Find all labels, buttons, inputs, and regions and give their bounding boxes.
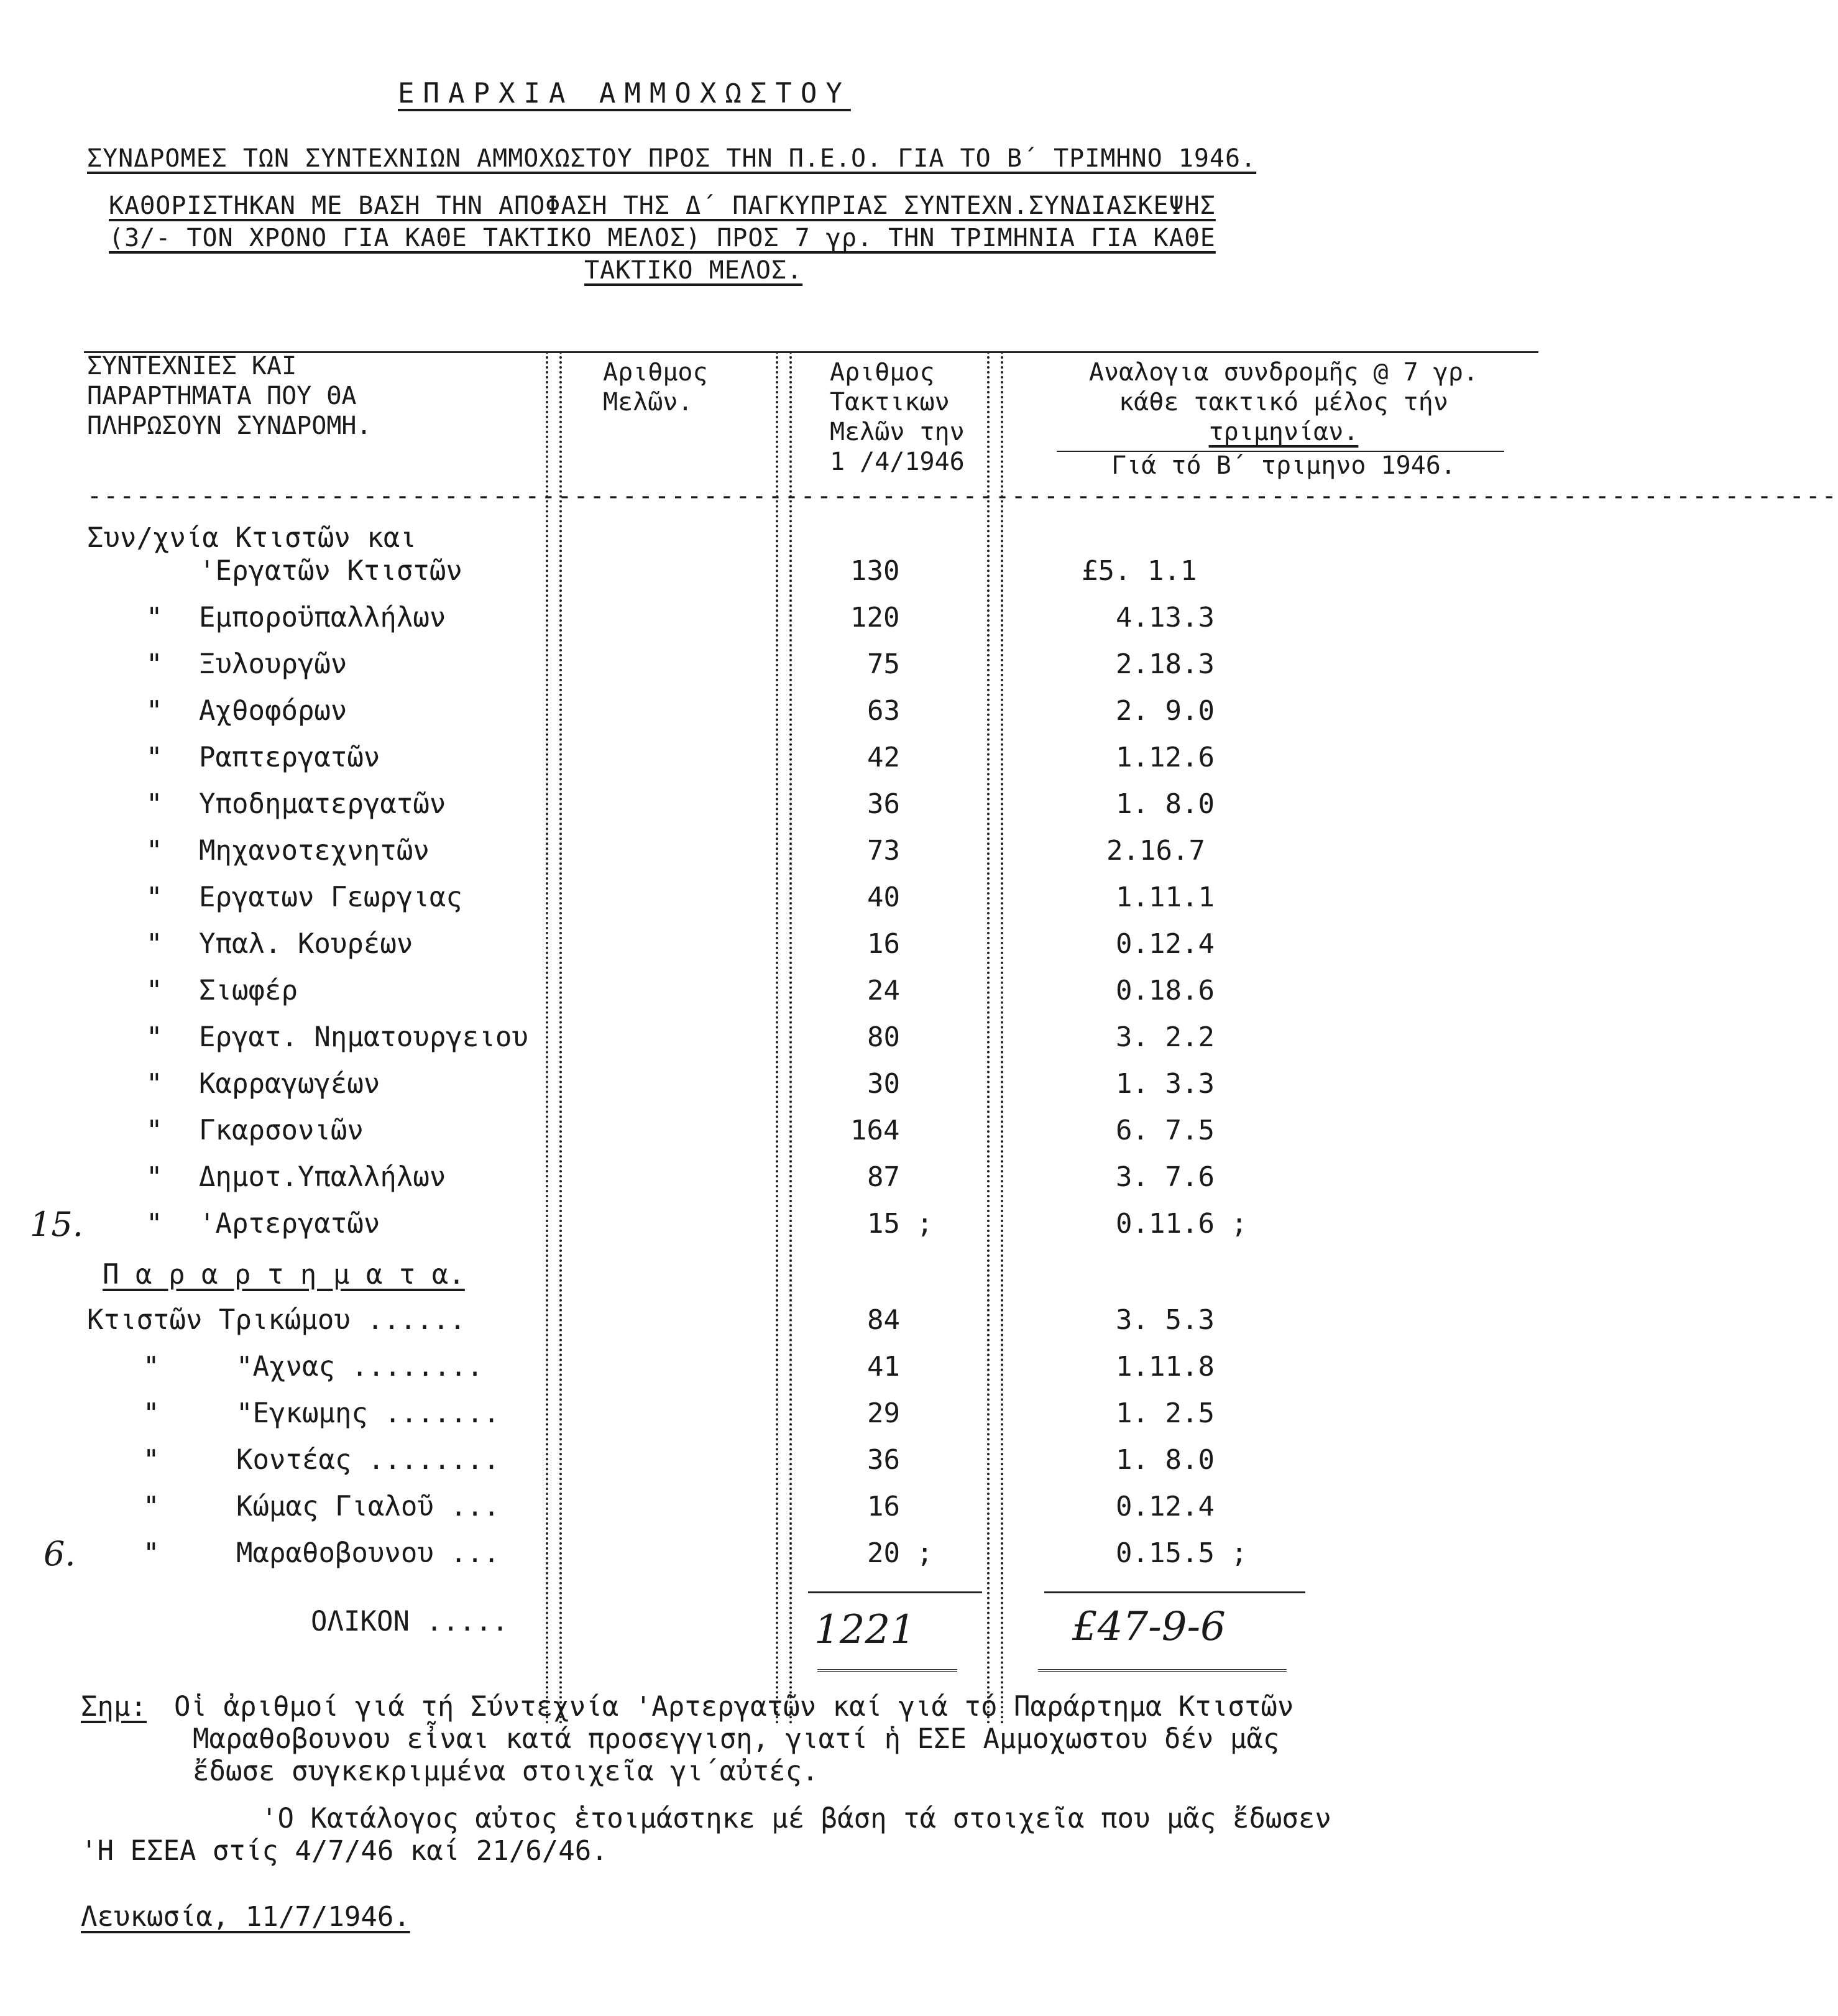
row-name: "Αχνας ........ [236,1351,484,1383]
col4-header [1038,357,1529,481]
note-line: 'Ο Κατάλογος αὐτος ἑτοιμάστηκε μέ βάση τά στοιχεῖα που μᾶς ἔδωσεν [261,1803,1331,1834]
row-members: 24 [867,975,900,1006]
description-line-2: (3/- ΤΟΝ ΧΡΟΝΟ ΓΙΑ ΚΑΘΕ ΤΑΚΤΙΚΟ ΜΕΛΟΣ) ΠΡΟΣ 7 γρ. ΤΗΝ ΤΡΙΜΗΝΙΑ ΓΙΑ ΚΑΘΕ [109,224,1216,252]
row-amount: 1.12.6 [1116,742,1215,773]
column-separator [776,351,792,1725]
ditto-mark: " [146,1161,163,1193]
row-amount: 2. 9.0 [1116,695,1215,727]
row-name: Κώμας Γιαλοῦ ... [236,1491,500,1522]
description-line-3: ΤΑΚΤΙΚΟ ΜΕΛΟΣ. [584,256,803,285]
row-name: Μηχανοτεχνητῶν [199,835,430,867]
place-date: Λευκωσία, 11/7/1946. [81,1901,410,1933]
note-label: Σημ: [81,1691,147,1723]
unions-label: Συν/χνία Κτιστῶν και [87,522,416,554]
ditto-mark: " [146,788,163,820]
row-members: 36 [867,788,900,820]
row-amount: 0.18.6 [1116,975,1215,1006]
row-amount: 1. 8.0 [1116,788,1215,820]
ditto-mark: " [146,742,163,773]
row-name: Γκαρσονιῶν [199,1115,364,1146]
row-members: 16 [867,928,900,960]
row-members: 40 [867,881,900,913]
ditto-mark: " [146,1115,163,1146]
ditto-mark: " [143,1397,160,1429]
ditto-mark: " [146,602,163,633]
branches-heading: Π α ρ α ρ τ η μ α τ α. [103,1259,465,1291]
col2-header-line: Μελῶν. [603,388,693,417]
document-subtitle: ΣΥΝΔΡΟΜΕΣ ΤΩΝ ΣΥΝΤΕΧΝΙΩΝ ΑΜΜΟΧΩΣΤΟΥ ΠΡΟΣ ΤΗΝ Π.Ε.Ο. ΓΙΑ ΤΟ Β΄ ΤΡΙΜΗΝΟ 1946. [87,144,1257,173]
col2-header [603,357,708,417]
row-members: 15 ; [867,1208,933,1240]
col3-header-line: Μελῶν την [830,418,965,446]
row-members: 87 [867,1161,900,1193]
row-amount: 1.11.1 [1116,881,1215,913]
row-name: Κτιστῶν Τρικώμου ...... [87,1304,466,1336]
row-members: 130 [850,555,900,587]
row-amount: 1.11.8 [1116,1351,1215,1383]
row-name: Υποδηματεργατῶν [199,788,446,820]
col4-header-line: Αναλογια συνδρομῆς @ 7 γρ. [1088,358,1479,387]
row-name: Υπαλ. Κουρέων [199,928,413,960]
row-name: Καρραγωγέων [199,1068,380,1100]
total-label: ΟΛΙΚΟΝ ..... [311,1606,508,1637]
margin-note: 15. [30,1205,83,1244]
col4-header-line: κάθε τακτικό μέλος τήν [1119,388,1448,417]
col3-header-line: Τακτικων [830,388,950,417]
ditto-mark: " [146,1021,163,1053]
row-name: Ραπτεργατῶν [199,742,380,773]
row-amount: 1. 2.5 [1116,1397,1215,1429]
total-members: 1221 [814,1607,916,1653]
row-members: 120 [850,602,900,633]
col3-header-line: 1 /4/1946 [830,448,965,476]
row-amount: 3. 2.2 [1116,1021,1215,1053]
row-amount: 1. 8.0 [1116,1444,1215,1476]
col4-header-line: Γιά τό Β΄ τριμηνο 1946. [1111,451,1456,480]
row-amount: 0.12.4 [1116,1491,1215,1522]
ditto-mark: " [146,835,163,867]
row-members: 36 [867,1444,900,1476]
row-members: 29 [867,1397,900,1429]
row-amount: 1. 3.3 [1116,1068,1215,1100]
row-amount: 2.16.7 [1106,835,1205,867]
document-title: ΕΠΑΡΧΙΑ ΑΜΜΟΧΩΣΤΟΥ [398,78,851,109]
row-name: "Εγκωμης ....... [236,1397,500,1429]
row-name: Εργατων Γεωργιας [199,881,462,913]
note-line: Μαραθοβουνου εἶναι κατά προσεγγιση, γιατί ἡ ΕΣΕ Αμμοχωστου δέν μᾶς [193,1723,1280,1755]
row-amount: 0.11.6 ; [1116,1208,1248,1240]
total-rule [1044,1591,1305,1593]
column-separator [987,351,1003,1725]
ditto-mark: " [143,1351,160,1383]
row-name: Αχθοφόρων [199,695,347,727]
col3-header [830,357,965,477]
total-double-rule [817,1669,957,1672]
row-members: 16 [867,1491,900,1522]
ditto-mark: " [146,648,163,680]
row-members: 84 [867,1304,900,1336]
col4-header-rule [1057,451,1504,452]
col3-header-line: Αριθμος [830,358,935,387]
row-members: 75 [867,648,900,680]
ditto-mark: " [143,1537,160,1569]
ditto-mark: " [146,1208,163,1240]
row-name: 'Αρτεργατῶν [199,1208,380,1240]
row-members: 63 [867,695,900,727]
row-name: Ξυλουργῶν [199,648,347,680]
total-rule [808,1591,982,1593]
margin-note: 6. [44,1534,76,1573]
row-amount: 0.15.5 ; [1116,1537,1248,1569]
ditto-mark: " [146,881,163,913]
description-line-1: ΚΑΘΟΡΙΣΤΗΚΑΝ ΜΕ ΒΑΣΗ ΤΗΝ ΑΠΟΦΑΣΗ ΤΗΣ Δ΄ ΠΑΓΚΥΠΡΙΑΣ ΣΥΝΤΕΧΝ.ΣΥΝΔΙΑΣΚΕΨΗΣ [109,191,1216,220]
row-amount: 6. 7.5 [1116,1115,1215,1146]
col1-header-line: ΠΑΡΑΡΤΗΜΑΤΑ ΠΟΥ ΘΑ [87,382,357,410]
row-amount: 0.12.4 [1116,928,1215,960]
col1-header-line: ΠΛΗΡΩΣΟΥΝ ΣΥΝΔΡΟΜΗ. [87,412,372,440]
row-members: 41 [867,1351,900,1383]
ditto-mark: " [143,1491,160,1522]
row-name: Εμποροϋπαλλήλων [199,602,446,633]
ditto-mark: " [143,1444,160,1476]
col2-header-line: Αριθμος [603,358,708,387]
row-members: 20 ; [867,1537,933,1569]
row-amount: 3. 5.3 [1116,1304,1215,1336]
row-name: Σιωφέρ [199,975,298,1006]
note-line: 'Η ΕΣΕΑ στίς 4/7/46 καί 21/6/46. [81,1835,608,1867]
row-members: 42 [867,742,900,773]
row-amount: 4.13.3 [1116,602,1215,633]
row-members: 73 [867,835,900,867]
col4-header-line: τριμηνίαν. [1208,418,1359,446]
col1-header [87,351,372,441]
total-double-rule [1038,1669,1287,1672]
header-dashed-rule: ------------------------------------------------------------------------------------------------------------ [87,482,1838,510]
col1-header-line: ΣΥΝΤΕΧΝΙΕΣ ΚΑΙ [87,352,297,380]
row-name: Κοντέας ........ [236,1444,500,1476]
row-amount: 3. 7.6 [1116,1161,1215,1193]
row-amount: £5. 1.1 [1082,555,1197,587]
ditto-mark: " [146,1068,163,1100]
column-separator [546,351,562,1725]
ditto-mark: " [146,975,163,1006]
row-members: 164 [850,1115,900,1146]
ditto-mark: " [146,695,163,727]
row-members: 30 [867,1068,900,1100]
note-line: ἔδωσε συγκεκριμμένα στοιχεῖα γι΄αὐτές. [193,1756,819,1787]
total-amount: £47-9-6 [1072,1604,1226,1650]
row-name: 'Εργατῶν Κτιστῶν [199,555,462,587]
row-name: Δημοτ.Υπαλλήλων [199,1161,446,1193]
ditto-mark: " [146,928,163,960]
row-name: Μαραθοβουνου ... [236,1537,500,1569]
note-line: Οἱ ἀριθμοί γιά τή Σύντεχνία 'Αρτεργατῶν καί γιά τό Παράρτημα Κτιστῶν [174,1691,1294,1723]
row-members: 80 [867,1021,900,1053]
row-amount: 2.18.3 [1116,648,1215,680]
row-name: Εργατ. Νηματουργειου [199,1021,528,1053]
